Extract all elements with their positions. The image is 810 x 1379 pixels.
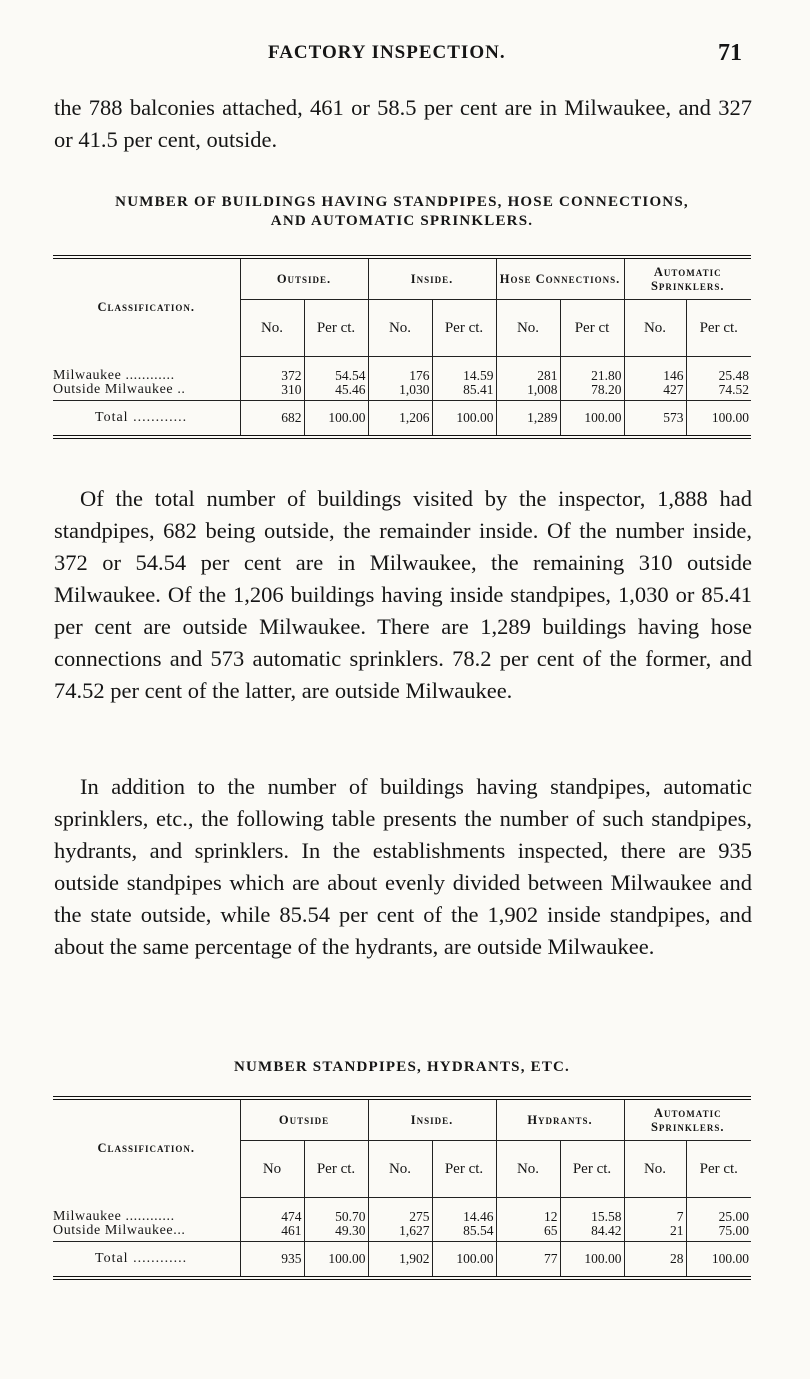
total-cell: 100.00 [432,1242,496,1279]
cell: 65 [544,1223,558,1238]
table2-title: NUMBER STANDPIPES, HYDRANTS, ETC. [233,1059,571,1075]
cell: 275 [409,1209,430,1224]
cell: 15.58 [591,1209,622,1224]
group-header: Inside. [368,1098,496,1141]
cell: 21.80 [591,368,622,383]
total-cell: 100.00 [686,1242,751,1279]
cell: 12 [544,1209,558,1224]
total-row [53,1242,751,1279]
cell: 176 [409,368,430,383]
total-cell: 573 [624,401,686,438]
cell-pair [304,357,368,401]
group-header: Automatic Sprinklers. [624,257,751,300]
group-header: Inside. [368,257,496,300]
subheader: Per ct [560,300,624,357]
subheader: No. [496,300,560,357]
total-cell: 100.00 [432,401,496,438]
total-label: Total ............ [53,1242,240,1279]
cell: 1,627 [399,1223,430,1238]
row-label-milwaukee: Milwaukee ............ [53,368,175,383]
cell: 85.41 [463,382,494,397]
row-label [53,357,240,401]
total-cell: 100.00 [560,1242,624,1279]
cell-pair [496,357,560,401]
cell: 474 [281,1209,302,1224]
total-cell: 682 [240,401,304,438]
intro-paragraph: the 788 balconies attached, 461 or 58.5 per cent are in Milwaukee, and 327 or 41.5 per cent, outside. [54,95,752,152]
row-label [53,1198,240,1242]
page-number: 71 [718,40,742,66]
cell: 281 [537,368,558,383]
standpipes-buildings-table [53,255,751,439]
subheader: Per ct. [304,1141,368,1198]
row-label-outside: Outside Milwaukee... [53,1223,186,1238]
total-cell: 100.00 [560,401,624,438]
classification-header: Classification. [53,1098,240,1198]
cell-pair [368,1198,432,1242]
group-header: Outside. [240,257,368,300]
cell: 14.59 [463,368,494,383]
cell-pair [240,357,304,401]
cell: 7 [676,1209,684,1224]
cell-pair [624,1198,686,1242]
cell: 45.46 [335,382,366,397]
subheader: Per ct. [304,300,368,357]
subheader: No. [368,1141,432,1198]
group-header: Hose Connections. [496,257,624,300]
group-header: Automatic Sprinklers. [624,1098,751,1141]
cell: 21 [670,1223,684,1238]
total-label: Total ............ [53,401,240,438]
cell-pair [240,1198,304,1242]
total-cell: 1,206 [368,401,432,438]
subheader: No. [240,300,304,357]
total-cell: 1,289 [496,401,560,438]
cell: 84.42 [591,1223,622,1238]
subheader: Per ct. [432,300,496,357]
cell-pair [686,1198,751,1242]
cell: 25.48 [718,368,750,383]
total-cell: 100.00 [304,401,368,438]
cell: 1,008 [527,382,558,397]
cell: 78.20 [591,382,622,397]
table-row [53,1198,751,1242]
body-paragraph-1: Of the total number of buildings visited by the inspector, 1,888 had standpipes, 682 being outside, the remainder inside. Of the number inside, 372 or 54.54 per cent are in Milwaukee, the remaining 310 outside Milwaukee. Of the 1,206 buildings having inside standpipes, 1,030 or 85.41 per cent are outside Milwaukee. There are 1,289 buildings having hose connections and 573 automatic sprinklers. 78.2 per cent of the former, and 74.52 per cent of the latter, are outside Milwaukee. [54,486,752,703]
total-cell: 935 [240,1242,304,1279]
group-header: Hydrants. [496,1098,624,1141]
cell: 146 [663,368,684,383]
subheader: Per ct. [686,1141,751,1198]
table1-title-line2: AND AUTOMATIC SPRINKLERS. [270,213,534,229]
cell-pair [368,357,432,401]
subheader: Per ct. [560,1141,624,1198]
subheader: No. [496,1141,560,1198]
cell: 85.54 [463,1223,494,1238]
total-cell: 1,902 [368,1242,432,1279]
cell: 14.46 [463,1209,494,1224]
subheader: No. [368,300,432,357]
row-label-milwaukee: Milwaukee ............ [53,1209,175,1224]
total-cell: 28 [624,1242,686,1279]
subheader: No. [624,300,686,357]
subheader: Per ct. [432,1141,496,1198]
body-paragraph-2: In addition to the number of buildings having standpipes, automatic sprinklers, etc., the following table presents the number of such standpipes, hydrants, and sprinklers. In the establishments inspected, there are 935 outside standpipes which are about evenly divided between Milwaukee and the state outside, while 85.54 per cent of the 1,902 inside standpipes, and about the same percentage of the hydrants, are outside Milwaukee. [54,774,752,959]
cell-pair [432,1198,496,1242]
cell: 75.00 [718,1223,750,1238]
cell-pair [560,357,624,401]
total-cell: 100.00 [304,1242,368,1279]
subheader: No. [624,1141,686,1198]
running-title: FACTORY INSPECTION. [268,42,506,63]
cell: 310 [281,382,302,397]
group-header: Outside [240,1098,368,1141]
cell: 1,030 [399,382,430,397]
standpipes-hydrants-table [53,1096,751,1280]
cell-pair [686,357,751,401]
classification-header: Classification. [53,257,240,357]
cell: 50.70 [335,1209,366,1224]
cell: 427 [663,382,684,397]
cell: 49.30 [335,1223,366,1238]
cell-pair [432,357,496,401]
table-row [53,357,751,401]
subheader: Per ct. [686,300,751,357]
total-cell: 100.00 [686,401,751,438]
cell-pair [560,1198,624,1242]
cell-pair [304,1198,368,1242]
cell: 25.00 [718,1209,750,1224]
subheader: No [240,1141,304,1198]
running-head [0,38,810,72]
cell: 461 [281,1223,302,1238]
total-row [53,401,751,438]
row-label-outside: Outside Milwaukee .. [53,382,186,397]
table1-title-line1: NUMBER OF BUILDINGS HAVING STANDPIPES, HOSE CONNECTIONS, [115,194,689,210]
cell: 74.52 [718,382,750,397]
cell-pair [624,357,686,401]
cell: 54.54 [335,368,366,383]
cell-pair [496,1198,560,1242]
cell: 372 [281,368,302,383]
total-cell: 77 [496,1242,560,1279]
table1-title [46,193,758,231]
